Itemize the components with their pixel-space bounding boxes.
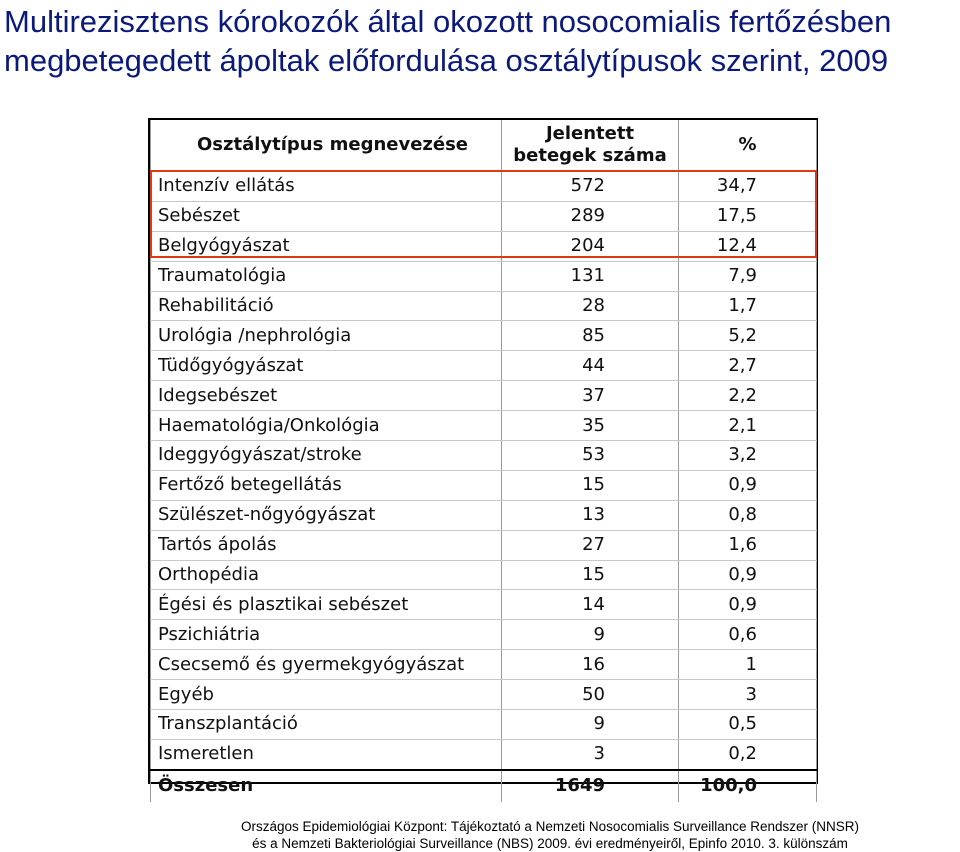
row-percent: 17,5 [679,201,817,231]
table-body [151,171,817,802]
row-count: 15 [502,560,679,590]
row-department: Belgyógyászat [151,231,502,261]
row-department: Tartós ápolás [151,530,502,560]
row-count: 13 [502,500,679,530]
row-percent: 34,7 [679,171,817,201]
row-count: 14 [502,590,679,620]
row-percent: 12,4 [679,231,817,261]
highlight-box [150,170,817,258]
header-count-line-2: betegek száma [513,145,667,166]
table-row [151,261,817,291]
row-count: 85 [502,321,679,351]
total-row [151,770,817,802]
source-line-2: és a Nemzeti Bakteriológiai Surveillance (NBS) 2009. évi eredményeiről, Epinfo 2010. 3. különszám [252,836,848,851]
page-title [4,2,958,80]
row-percent: 0,9 [679,560,817,590]
title-line-1: Multirezisztens kórokozók által okozott nosocomialis fertőzésben [4,4,892,39]
row-department: Csecsemő és gyermekgyógyászat [151,650,502,680]
row-department: Orthopédia [151,560,502,590]
row-percent: 3,2 [679,441,817,471]
row-count: 44 [502,351,679,381]
row-department: Haematológia/Onkológia [151,411,502,441]
table-row [151,710,817,740]
table-row [151,620,817,650]
row-count: 3 [502,739,679,769]
header-percent: % [679,120,817,171]
table-row [151,441,817,471]
row-department: Égési és plasztikai sebészet [151,590,502,620]
row-percent: 2,7 [679,351,817,381]
table-row [151,560,817,590]
table-row [151,500,817,530]
total-percent: 100,0 [679,770,817,802]
table-row [151,351,817,381]
row-percent: 0,8 [679,500,817,530]
row-count: 15 [502,470,679,500]
table-row [151,411,817,441]
header-count-line-1: Jelentett [545,123,635,144]
row-percent: 0,9 [679,470,817,500]
row-percent: 0,6 [679,620,817,650]
row-count: 27 [502,530,679,560]
row-department: Traumatológia [151,261,502,291]
row-department: Sebészet [151,201,502,231]
table-row [151,739,817,769]
row-department: Pszichiátria [151,620,502,650]
row-count: 9 [502,710,679,740]
row-percent: 1,6 [679,530,817,560]
row-percent: 2,1 [679,411,817,441]
row-count: 131 [502,261,679,291]
header-department: Osztálytípus megnevezése [151,120,502,171]
row-count: 53 [502,441,679,471]
row-department: Fertőző betegellátás [151,470,502,500]
row-department: Szülészet-nőgyógyászat [151,500,502,530]
row-department: Egyéb [151,680,502,710]
row-percent: 0,2 [679,739,817,769]
table-row [151,530,817,560]
row-percent: 7,9 [679,261,817,291]
total-count: 1649 [502,770,679,802]
row-department: Urológia /nephrológia [151,321,502,351]
table-row [151,470,817,500]
row-count: 16 [502,650,679,680]
total-label: Összesen [151,770,502,802]
row-count: 289 [502,201,679,231]
header-count [502,120,679,171]
row-department: Idegsebészet [151,381,502,411]
row-percent: 0,5 [679,710,817,740]
row-count: 28 [502,291,679,321]
table-row [151,590,817,620]
row-department: Tüdőgyógyászat [151,351,502,381]
source-note [150,818,950,852]
row-count: 50 [502,680,679,710]
row-percent: 3 [679,680,817,710]
table-row [151,291,817,321]
row-count: 572 [502,171,679,201]
row-percent: 0,9 [679,590,817,620]
row-percent: 1 [679,650,817,680]
row-department: Intenzív ellátás [151,171,502,201]
source-line-1: Országos Epidemiológiai Központ: Tájékoztató a Nemzeti Nosocomialis Surveillance Rendszer (NNSR) [240,819,859,834]
table-row [151,650,817,680]
table-row [151,321,817,351]
table-row [151,680,817,710]
table-header-row [151,120,817,171]
row-department: Transzplantáció [151,710,502,740]
title-line-2: megbetegedett ápoltak előfordulása osztálytípusok szerint, 2009 [4,43,889,78]
table-row [151,381,817,411]
row-department: Ismeretlen [151,739,502,769]
row-count: 9 [502,620,679,650]
row-percent: 2,2 [679,381,817,411]
row-count: 204 [502,231,679,261]
row-percent: 5,2 [679,321,817,351]
row-department: Ideggyógyászat/stroke [151,441,502,471]
row-count: 37 [502,381,679,411]
row-department: Rehabilitáció [151,291,502,321]
row-count: 35 [502,411,679,441]
row-percent: 1,7 [679,291,817,321]
